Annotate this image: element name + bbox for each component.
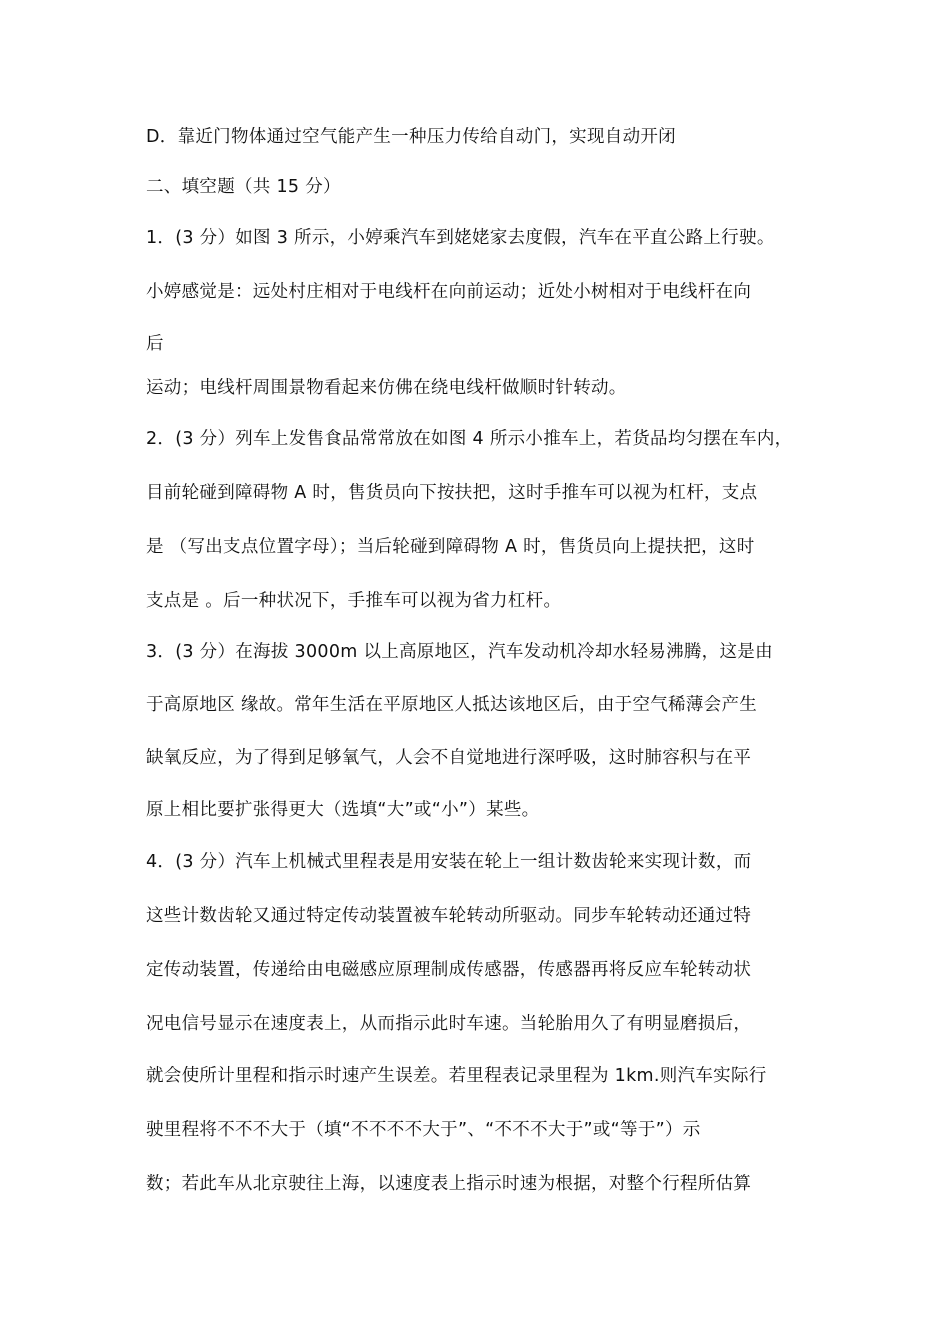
question-2-line-2: 目前轮碰到障碍物 A 时，售货员向下按扶把，这时手推车可以视为杠杆，支点: [146, 483, 758, 503]
section-heading: 二、填空题（共 15 分）: [146, 177, 341, 197]
question-1-line-4: 运动；电线杆周围景物看起来仿佛在绕电线杆做顺时针转动。: [146, 378, 627, 398]
question-4-line-7: 数；若此车从北京驶往上海，以速度表上指示时速为根据，对整个行程所估算: [146, 1174, 752, 1194]
option-d-line: D．靠近门物体通过空气能产生一种压力传给自动门，实现自动开闭: [146, 127, 676, 147]
question-3-line-1: 3．(3 分）在海拔 3000m 以上高原地区，汽车发动机冷却水轻易沸腾，这是由: [146, 642, 773, 662]
question-4-line-1: 4．(3 分）汽车上机械式里程表是用安装在轮上一组计数齿轮来实现计数，而: [146, 852, 752, 872]
question-4-line-2: 这些计数齿轮又通过特定传动装置被车轮转动所驱动。同步车轮转动还通过特: [146, 906, 752, 926]
question-3-line-4: 原上相比要扩张得更大（选填“大”或“小”）某些。: [146, 800, 540, 820]
question-2-line-4: 支点是 。后一种状况下，手推车可以视为省力杠杆。: [146, 591, 562, 611]
question-1-line-3: 后: [146, 334, 164, 354]
question-3-line-3: 缺氧反应，为了得到足够氧气，人会不自觉地进行深呼吸，这时肺容积与在平: [146, 748, 752, 768]
question-2-line-3: 是 （写出支点位置字母）；当后轮碰到障碍物 A 时，售货员向上提扶把，这时: [146, 537, 755, 557]
question-1-line-1: 1．(3 分）如图 3 所示，小婷乘汽车到姥姥家去度假，汽车在平直公路上行驶。: [146, 228, 775, 248]
question-4-line-3: 定传动装置，传递给由电磁感应原理制成传感器，传感器再将反应车轮转动状: [146, 960, 752, 980]
question-1-line-2: 小婷感觉是：远处村庄相对于电线杆在向前运动；近处小树相对于电线杆在向: [146, 282, 752, 302]
question-2-line-1: 2．(3 分）列车上发售食品常常放在如图 4 所示小推车上，若货品均匀摆在车内，: [146, 429, 793, 449]
question-4-line-5: 就会使所计里程和指示时速产生误差。若里程表记录里程为 1km.则汽车实际行: [146, 1066, 767, 1086]
question-4-line-6: 驶里程将不不不大于（填“不不不不大于”、“不不不大于”或“等于”）示: [146, 1120, 701, 1140]
question-3-line-2: 于高原地区 缘故。常年生活在平原地区人抵达该地区后，由于空气稀薄会产生: [146, 695, 758, 715]
question-4-line-4: 况电信号显示在速度表上，从而指示此时车速。当轮胎用久了有明显磨损后，: [146, 1014, 752, 1034]
